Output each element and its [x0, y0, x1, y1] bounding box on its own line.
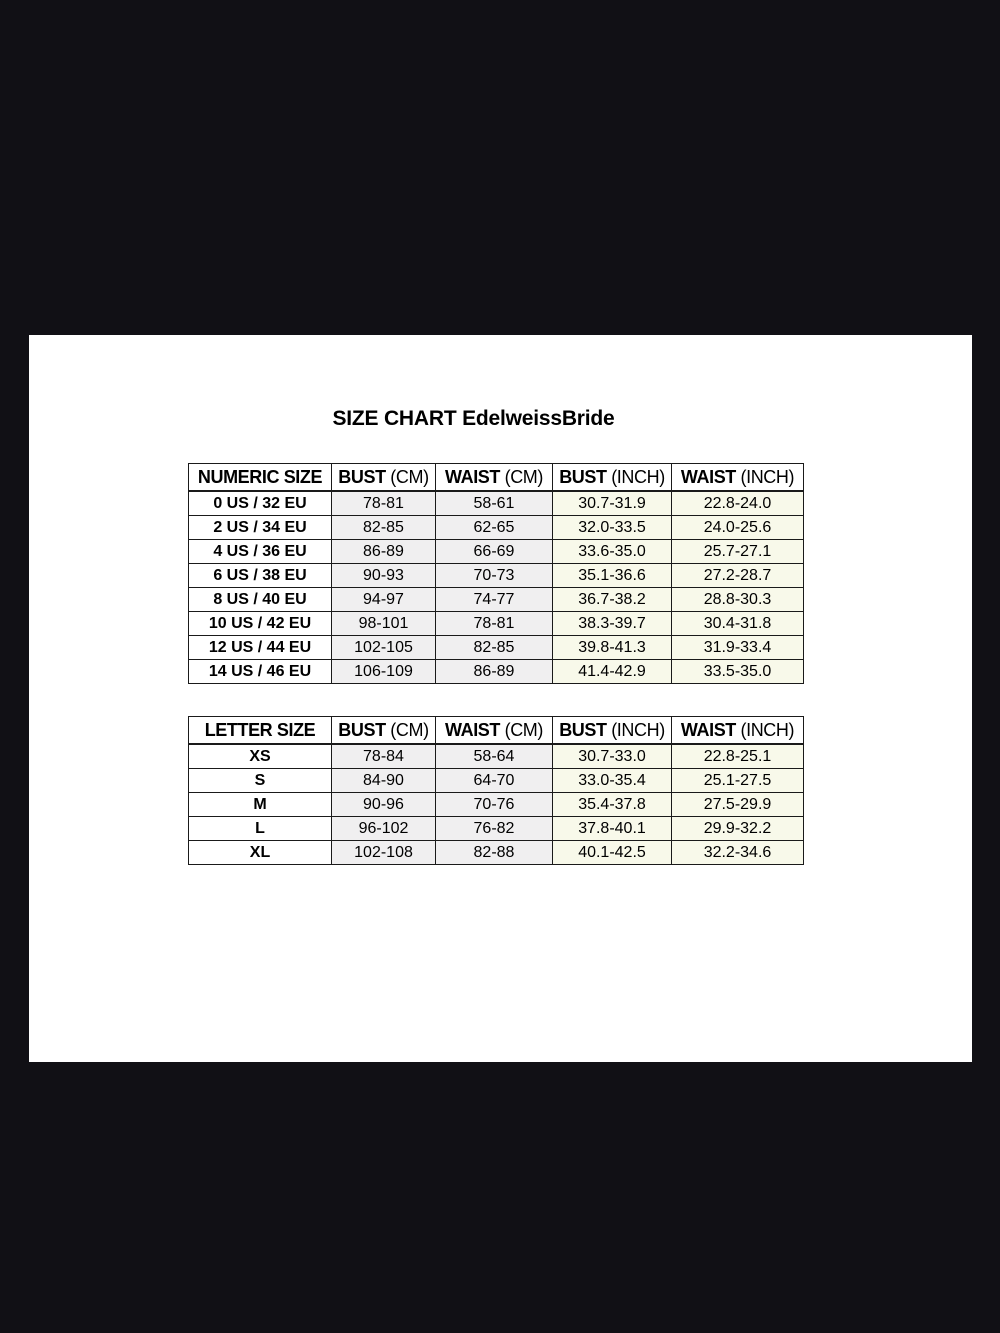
cell-waist-inch: 29.9-32.2 [672, 817, 804, 841]
table-row [189, 769, 804, 793]
column-header-bust-cm [332, 717, 436, 745]
table-row [189, 491, 804, 516]
letter-size-table-header [189, 717, 804, 745]
numeric-size-table-body [189, 491, 804, 684]
cell-waist-inch: 30.4-31.8 [672, 612, 804, 636]
cell-bust-inch: 35.4-37.8 [553, 793, 672, 817]
cell-waist-inch: 24.0-25.6 [672, 516, 804, 540]
header-row [189, 717, 804, 745]
column-header-size [189, 464, 332, 492]
column-header-unit: (CM) [500, 719, 543, 740]
cell-waist-inch: 27.5-29.9 [672, 793, 804, 817]
cell-bust-cm: 90-93 [332, 564, 436, 588]
cell-bust-inch: 30.7-33.0 [553, 744, 672, 769]
column-header-unit: (INCH) [606, 719, 665, 740]
numeric-size-table [188, 463, 804, 684]
cell-bust-inch: 37.8-40.1 [553, 817, 672, 841]
cell-size: S [189, 769, 332, 793]
column-header-unit: (CM) [385, 719, 429, 740]
cell-size: 8 US / 40 EU [189, 588, 332, 612]
column-header-label: WAIST [680, 719, 736, 740]
column-header-size [189, 717, 332, 745]
column-header-unit: (CM) [500, 466, 543, 487]
column-header-waist-inch [672, 464, 804, 492]
cell-waist-cm: 86-89 [436, 660, 553, 684]
cell-bust-inch: 39.8-41.3 [553, 636, 672, 660]
column-header-unit: (INCH) [735, 719, 795, 740]
cell-size: 4 US / 36 EU [189, 540, 332, 564]
cell-waist-cm: 78-81 [436, 612, 553, 636]
cell-waist-inch: 32.2-34.6 [672, 841, 804, 865]
column-header-label: BUST [559, 719, 607, 740]
cell-size: 0 US / 32 EU [189, 491, 332, 516]
cell-waist-inch: 25.7-27.1 [672, 540, 804, 564]
cell-bust-inch: 30.7-31.9 [553, 491, 672, 516]
column-header-bust-inch [553, 464, 672, 492]
column-header-bust-inch [553, 717, 672, 745]
cell-bust-inch: 33.0-35.4 [553, 769, 672, 793]
cell-waist-inch: 27.2-28.7 [672, 564, 804, 588]
cell-bust-cm: 78-81 [332, 491, 436, 516]
cell-waist-cm: 64-70 [436, 769, 553, 793]
cell-waist-cm: 58-64 [436, 744, 553, 769]
cell-bust-cm: 82-85 [332, 516, 436, 540]
table-row [189, 540, 804, 564]
table-row [189, 588, 804, 612]
table-row [189, 660, 804, 684]
column-header-unit: (CM) [385, 466, 429, 487]
column-header-bust-cm [332, 464, 436, 492]
cell-waist-inch: 22.8-25.1 [672, 744, 804, 769]
cell-waist-cm: 70-73 [436, 564, 553, 588]
table-row [189, 636, 804, 660]
cell-bust-cm: 102-105 [332, 636, 436, 660]
cell-waist-cm: 58-61 [436, 491, 553, 516]
cell-waist-cm: 66-69 [436, 540, 553, 564]
column-header-label: BUST [559, 466, 607, 487]
cell-bust-inch: 35.1-36.6 [553, 564, 672, 588]
table-row [189, 516, 804, 540]
cell-waist-inch: 33.5-35.0 [672, 660, 804, 684]
table-row [189, 817, 804, 841]
cell-waist-inch: 22.8-24.0 [672, 491, 804, 516]
cell-bust-cm: 106-109 [332, 660, 436, 684]
cell-bust-cm: 86-89 [332, 540, 436, 564]
cell-waist-cm: 74-77 [436, 588, 553, 612]
column-header-label: NUMERIC SIZE [197, 466, 323, 487]
cell-waist-cm: 70-76 [436, 793, 553, 817]
cell-waist-cm: 76-82 [436, 817, 553, 841]
letter-size-table-body [189, 744, 804, 865]
cell-bust-cm: 84-90 [332, 769, 436, 793]
cell-size: 10 US / 42 EU [189, 612, 332, 636]
cell-size: 12 US / 44 EU [189, 636, 332, 660]
cell-size: XL [189, 841, 332, 865]
table-row [189, 744, 804, 769]
table-row [189, 841, 804, 865]
cell-bust-inch: 36.7-38.2 [553, 588, 672, 612]
column-header-label: WAIST [445, 466, 500, 487]
cell-size: 2 US / 34 EU [189, 516, 332, 540]
cell-bust-inch: 40.1-42.5 [553, 841, 672, 865]
column-header-label: BUST [338, 719, 386, 740]
column-header-unit: (INCH) [606, 466, 665, 487]
column-header-label: WAIST [680, 466, 736, 487]
cell-bust-inch: 41.4-42.9 [553, 660, 672, 684]
cell-size: 14 US / 46 EU [189, 660, 332, 684]
cell-waist-cm: 82-88 [436, 841, 553, 865]
cell-size: M [189, 793, 332, 817]
cell-bust-cm: 94-97 [332, 588, 436, 612]
column-header-waist-inch [672, 717, 804, 745]
column-header-label: BUST [338, 466, 386, 487]
table-row [189, 793, 804, 817]
cell-bust-cm: 78-84 [332, 744, 436, 769]
cell-waist-inch: 31.9-33.4 [672, 636, 804, 660]
table-row [189, 612, 804, 636]
column-header-label: WAIST [445, 719, 500, 740]
cell-bust-inch: 38.3-39.7 [553, 612, 672, 636]
column-header-unit: (INCH) [735, 466, 795, 487]
column-header-waist-cm [436, 717, 553, 745]
letter-size-table [188, 716, 804, 865]
cell-bust-cm: 102-108 [332, 841, 436, 865]
page-title: SIZE CHART EdelweissBride [332, 407, 615, 430]
cell-bust-cm: 96-102 [332, 817, 436, 841]
cell-size: 6 US / 38 EU [189, 564, 332, 588]
cell-waist-cm: 62-65 [436, 516, 553, 540]
cell-waist-inch: 28.8-30.3 [672, 588, 804, 612]
table-row [189, 564, 804, 588]
cell-waist-cm: 82-85 [436, 636, 553, 660]
header-row [189, 464, 804, 492]
cell-bust-cm: 98-101 [332, 612, 436, 636]
column-header-label: LETTER SIZE [204, 719, 316, 740]
size-chart-sheet [29, 335, 972, 1062]
numeric-size-table-header [189, 464, 804, 492]
cell-bust-inch: 33.6-35.0 [553, 540, 672, 564]
cell-size: XS [189, 744, 332, 769]
cell-bust-inch: 32.0-33.5 [553, 516, 672, 540]
cell-size: L [189, 817, 332, 841]
column-header-waist-cm [436, 464, 553, 492]
cell-waist-inch: 25.1-27.5 [672, 769, 804, 793]
cell-bust-cm: 90-96 [332, 793, 436, 817]
